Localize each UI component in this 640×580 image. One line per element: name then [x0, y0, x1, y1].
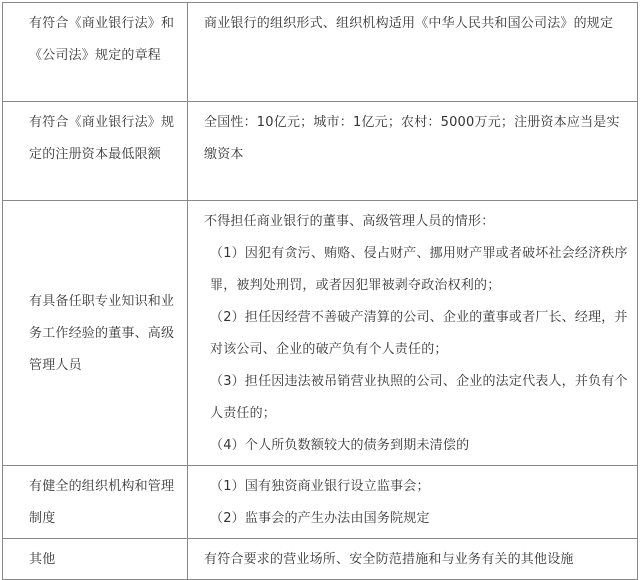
row-label: 有符合《商业银行法》和《公司法》规定的章程	[3, 3, 188, 102]
table-row	[3, 539, 638, 580]
table-row	[3, 466, 638, 539]
list-item: （3）担任因违法被吊销营业执照的公司、企业的法定代表人，并负有个人责任的；	[210, 374, 628, 421]
table-row	[3, 102, 638, 201]
requirements-table	[2, 2, 638, 580]
row-label: 有具备任职专业知识和业务工作经验的董事、高级管理人员	[3, 201, 188, 466]
content-text: 有符合要求的营业场所、安全防范措施和与业务有关的其他设施	[204, 552, 574, 567]
list-item: （4）个人所负数额较大的债务到期未清偿的	[210, 438, 470, 453]
list-item: （2）担任因经营不善破产清算的公司、企业的董事或者厂长、经理，并对该公司、企业的破产负有个人责任的；	[210, 310, 628, 357]
content-intro: 不得担任商业银行的董事、高级管理人员的情形：	[204, 214, 495, 229]
list-item: （1）因犯有贪污、贿赂、侵占财产、挪用财产罪或者破坏社会经济秩序罪，被判处刑罚，或者因犯罪被剥夺政治权利的；	[210, 246, 628, 293]
list-item: （1）国有独资商业银行设立监事会；	[210, 479, 430, 494]
row-content	[188, 539, 638, 580]
row-label: 有健全的组织机构和管理制度	[3, 466, 188, 539]
table-row	[3, 3, 638, 102]
row-label: 其他	[3, 539, 188, 580]
content-text: 商业银行的组织形式、组织机构适用《中华人民共和国公司法》的规定	[204, 16, 614, 31]
table-row	[3, 201, 638, 466]
row-content	[188, 201, 638, 466]
row-label: 有符合《商业银行法》规定的注册资本最低限额	[3, 102, 188, 201]
row-content	[188, 102, 638, 201]
content-text: 全国性：10亿元；城市：1亿元；农村：5000万元；注册资本应当是实缴资本	[204, 115, 620, 162]
row-content	[188, 3, 638, 102]
list-item: （2）监事会的产生办法由国务院规定	[210, 511, 430, 526]
row-content	[188, 466, 638, 539]
